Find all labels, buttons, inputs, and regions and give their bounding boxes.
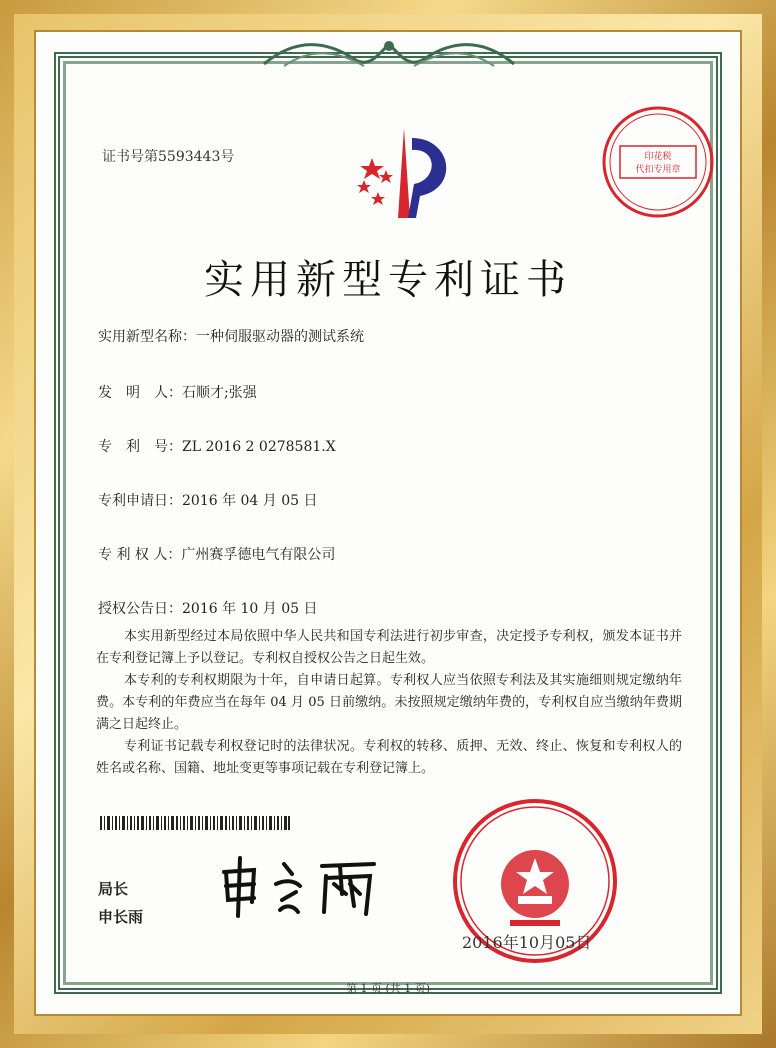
director-name: 申长雨 xyxy=(98,908,144,926)
field-patent-number xyxy=(98,436,336,456)
director-title: 局长 xyxy=(98,880,129,898)
field-value: 一种伺服驱动器的测试系统 xyxy=(196,329,364,345)
field-patentee xyxy=(98,544,335,564)
director-block xyxy=(98,875,143,931)
field-value: ZL 2016 2 0278581.X xyxy=(182,439,336,455)
tax-stamp-icon xyxy=(598,102,718,222)
field-utility-model-name xyxy=(98,326,364,346)
field-application-date xyxy=(98,490,318,510)
field-label: 专 利 权 人： xyxy=(98,547,182,563)
body-paragraph-2: 本专利的专利权期限为十年，自申请日起算。专利权人应当依照专利法及其实施细则规定缴纳年费。本专利的年费应当在每年 04 月 05 日前缴纳。未按照规定缴纳年费的，专利权自应当缴纳年费期满之日起终止。 xyxy=(96,673,682,732)
field-value: 石顺才;张强 xyxy=(182,385,257,401)
ornament-top xyxy=(254,34,524,74)
page-number: 第 1 页 (共 1 页) xyxy=(345,982,431,995)
field-value: 2016 年 10 月 05 日 xyxy=(182,601,318,617)
body-paragraph-1: 本实用新型经过本局依照中华人民共和国专利法进行初步审查，决定授予专利权，颁发本证书并在专利登记簿上予以登记。专利权自授权公告之日起生效。 xyxy=(96,629,682,666)
tax-stamp-inner-line2: 代扣专用章 xyxy=(635,165,681,175)
patent-office-logo-icon xyxy=(342,118,472,228)
tax-stamp-inner-line1: 印花税 xyxy=(644,152,672,162)
certificate-paper xyxy=(34,30,742,1016)
director-signature xyxy=(214,850,384,920)
field-value: 广州赛孚德电气有限公司 xyxy=(181,547,336,563)
seal-date: 2016年10月05日 xyxy=(462,933,592,952)
certificate-number: 证书号第5593443号 xyxy=(102,149,235,165)
field-label: 实用新型名称： xyxy=(98,329,196,345)
field-value: 2016 年 04 月 05 日 xyxy=(182,493,318,509)
certificate-title: 实用新型专利证书 xyxy=(204,257,572,303)
field-label: 专利申请日： xyxy=(98,493,182,509)
field-grant-date xyxy=(98,598,318,618)
field-label: 发 明 人： xyxy=(98,385,182,401)
field-inventor xyxy=(98,382,257,402)
field-label: 授权公告日： xyxy=(98,601,182,617)
barcode xyxy=(100,816,290,830)
certificate-body xyxy=(96,626,682,780)
body-paragraph-3: 专利证书记载专利权登记时的法律状况。专利权的转移、质押、无效、终止、恢复和专利权人的姓名或名称、国籍、地址变更等事项记载在专利登记簿上。 xyxy=(96,739,682,776)
field-label: 专 利 号： xyxy=(98,439,182,455)
